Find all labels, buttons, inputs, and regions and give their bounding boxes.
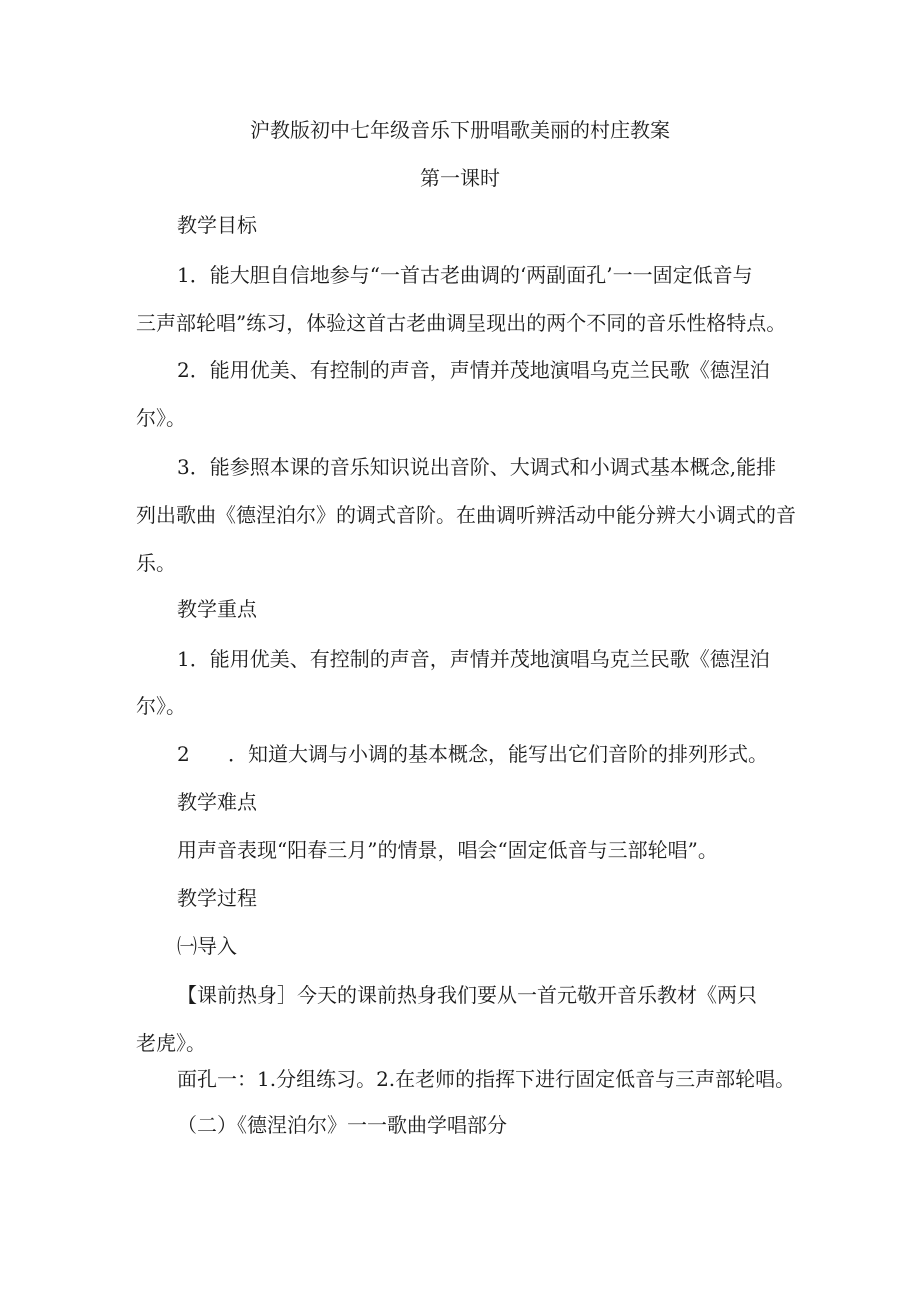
objectives-heading: 教学目标	[177, 213, 257, 237]
face-one-text: 面孔一：1.分组练习。2.在老师的指挥下进行固定低音与三声部轮唱。	[177, 1067, 796, 1091]
objective-2-line-1: 2．能用优美、有控制的声音，声情并茂地演唱乌克兰民歌《德涅泊	[177, 358, 770, 382]
lesson-period: 第一课时	[420, 166, 500, 190]
key-point-2-number: 2	[177, 742, 190, 766]
section-2-heading: （二）《德涅泊尔》一一歌曲学唱部分	[177, 1113, 507, 1137]
key-point-1-line-2: 尔》。	[136, 694, 186, 718]
warmup-line-2: 老虎》。	[136, 1031, 206, 1055]
key-points-heading: 教学重点	[177, 597, 257, 621]
objective-3-line-2: 列出歌曲《德涅泊尔》的调式音阶。在曲调听辨活动中能分辨大小调式的音	[136, 503, 796, 527]
warmup-line-1: 【课前热身］今天的课前热身我们要从一首元敬开音乐教材《两只	[177, 983, 757, 1007]
document-title: 沪教版初中七年级音乐下册唱歌美丽的村庄教案	[250, 118, 670, 142]
key-point-2-text: ．知道大调与小调的基本概念，能写出它们音阶的排列形式。	[228, 742, 768, 766]
objective-2-line-2: 尔》。	[136, 406, 186, 430]
objective-1-line-2: 三声部轮唱”练习，体验这首古老曲调呈现出的两个不同的音乐性格特点。	[136, 311, 787, 335]
process-heading: 教学过程	[177, 886, 257, 910]
objective-3-line-1: 3．能参照本课的音乐知识说出音阶、大调式和小调式基本概念,能排	[177, 455, 777, 479]
section-1-intro: ㈠导入	[177, 934, 237, 958]
difficulties-heading: 教学难点	[177, 790, 257, 814]
objective-1-line-1: 1．能大胆自信地参与“一首古老曲调的‘两副面孔’一一固定低音与	[177, 263, 753, 287]
key-point-1-line-1: 1．能用优美、有控制的声音，声情并茂地演唱乌克兰民歌《德涅泊	[177, 647, 770, 671]
difficulties-text: 用声音表现“阳春三月”的情景，唱会“固定低音与三部轮唱”。	[177, 838, 718, 862]
objective-3-line-3: 乐。	[136, 551, 176, 575]
